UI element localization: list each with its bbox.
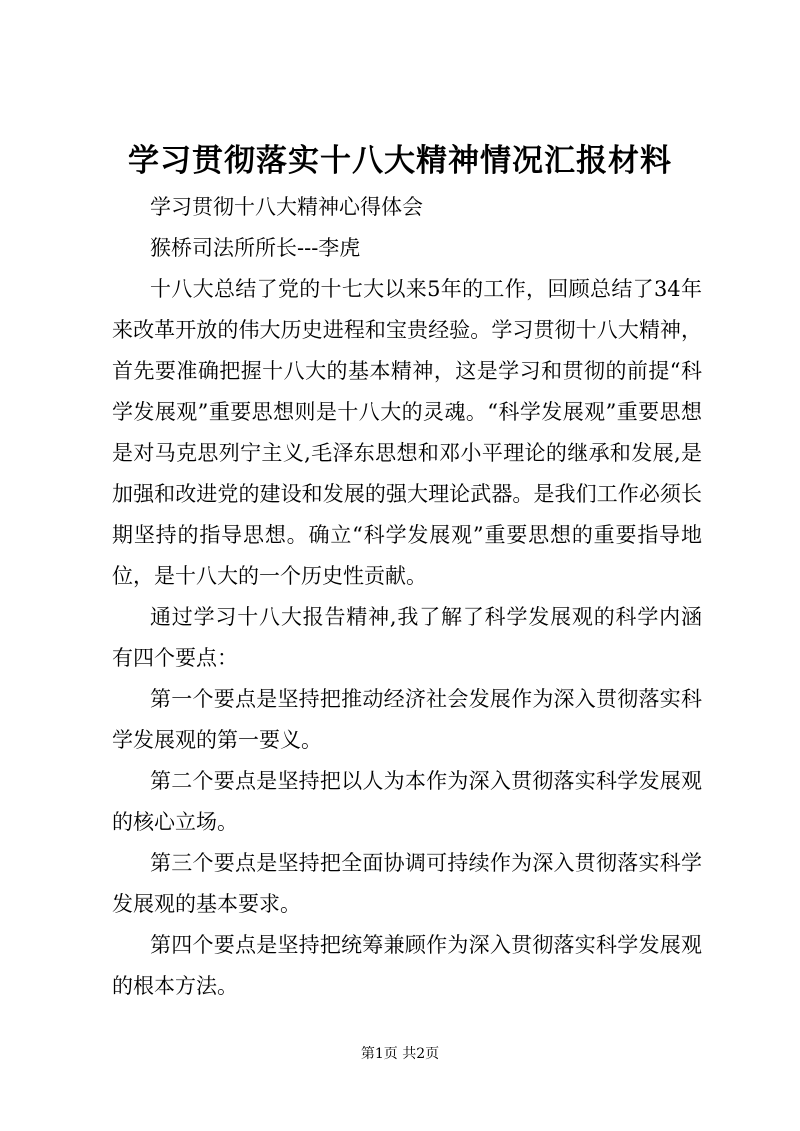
- point-paragraph-2: 第二个要点是坚持把以人为本作为深入贯彻落实科学发展观的核心立场。: [112, 769, 702, 834]
- author-paragraph: 猴桥司法所所长---李虎: [150, 236, 361, 260]
- document-body: [112, 187, 702, 1007]
- subtitle-paragraph: 学习贯彻十八大精神心得体会: [150, 195, 423, 219]
- point-paragraph-1: 第一个要点是坚持把推动经济社会发展作为深入贯彻落实科学发展观的第一要义。: [112, 687, 702, 752]
- point-paragraph-3: 第三个要点是坚持把全面协调可持续作为深入贯彻落实科学发展观的基本要求。: [112, 851, 702, 916]
- document-title: 学习贯彻落实十八大精神情况汇报材料: [128, 143, 672, 179]
- body-paragraph-1: 十八大总结了党的十七大以来5年的工作，回顾总结了34年来改革开放的伟大历史进程和宝贵经验。学习贯彻十八大精神，首先要准确把握十八大的基本精神，这是学习和贯彻的前提“科学发展观”重要思想则是十八大的灵魂。“科学发展观”重要思想是对马克思列宁主义,毛泽东思想和邓小平理论的继承和发展,是加强和改进党的建设和发展的强大理论武器。是我们工作必须长期坚持的指导思想。确立“科学发展观”重要思想的重要指导地位，是十八大的一个历史性贡献。: [112, 277, 702, 588]
- body-paragraph-2: 通过学习十八大报告精神,我了解了科学发展观的科学内涵有四个要点：: [112, 605, 702, 670]
- point-paragraph-4: 第四个要点是坚持把统筹兼顾作为深入贯彻落实科学发展观的根本方法。: [112, 933, 702, 998]
- page-footer: 第1页 共2页: [360, 1046, 440, 1062]
